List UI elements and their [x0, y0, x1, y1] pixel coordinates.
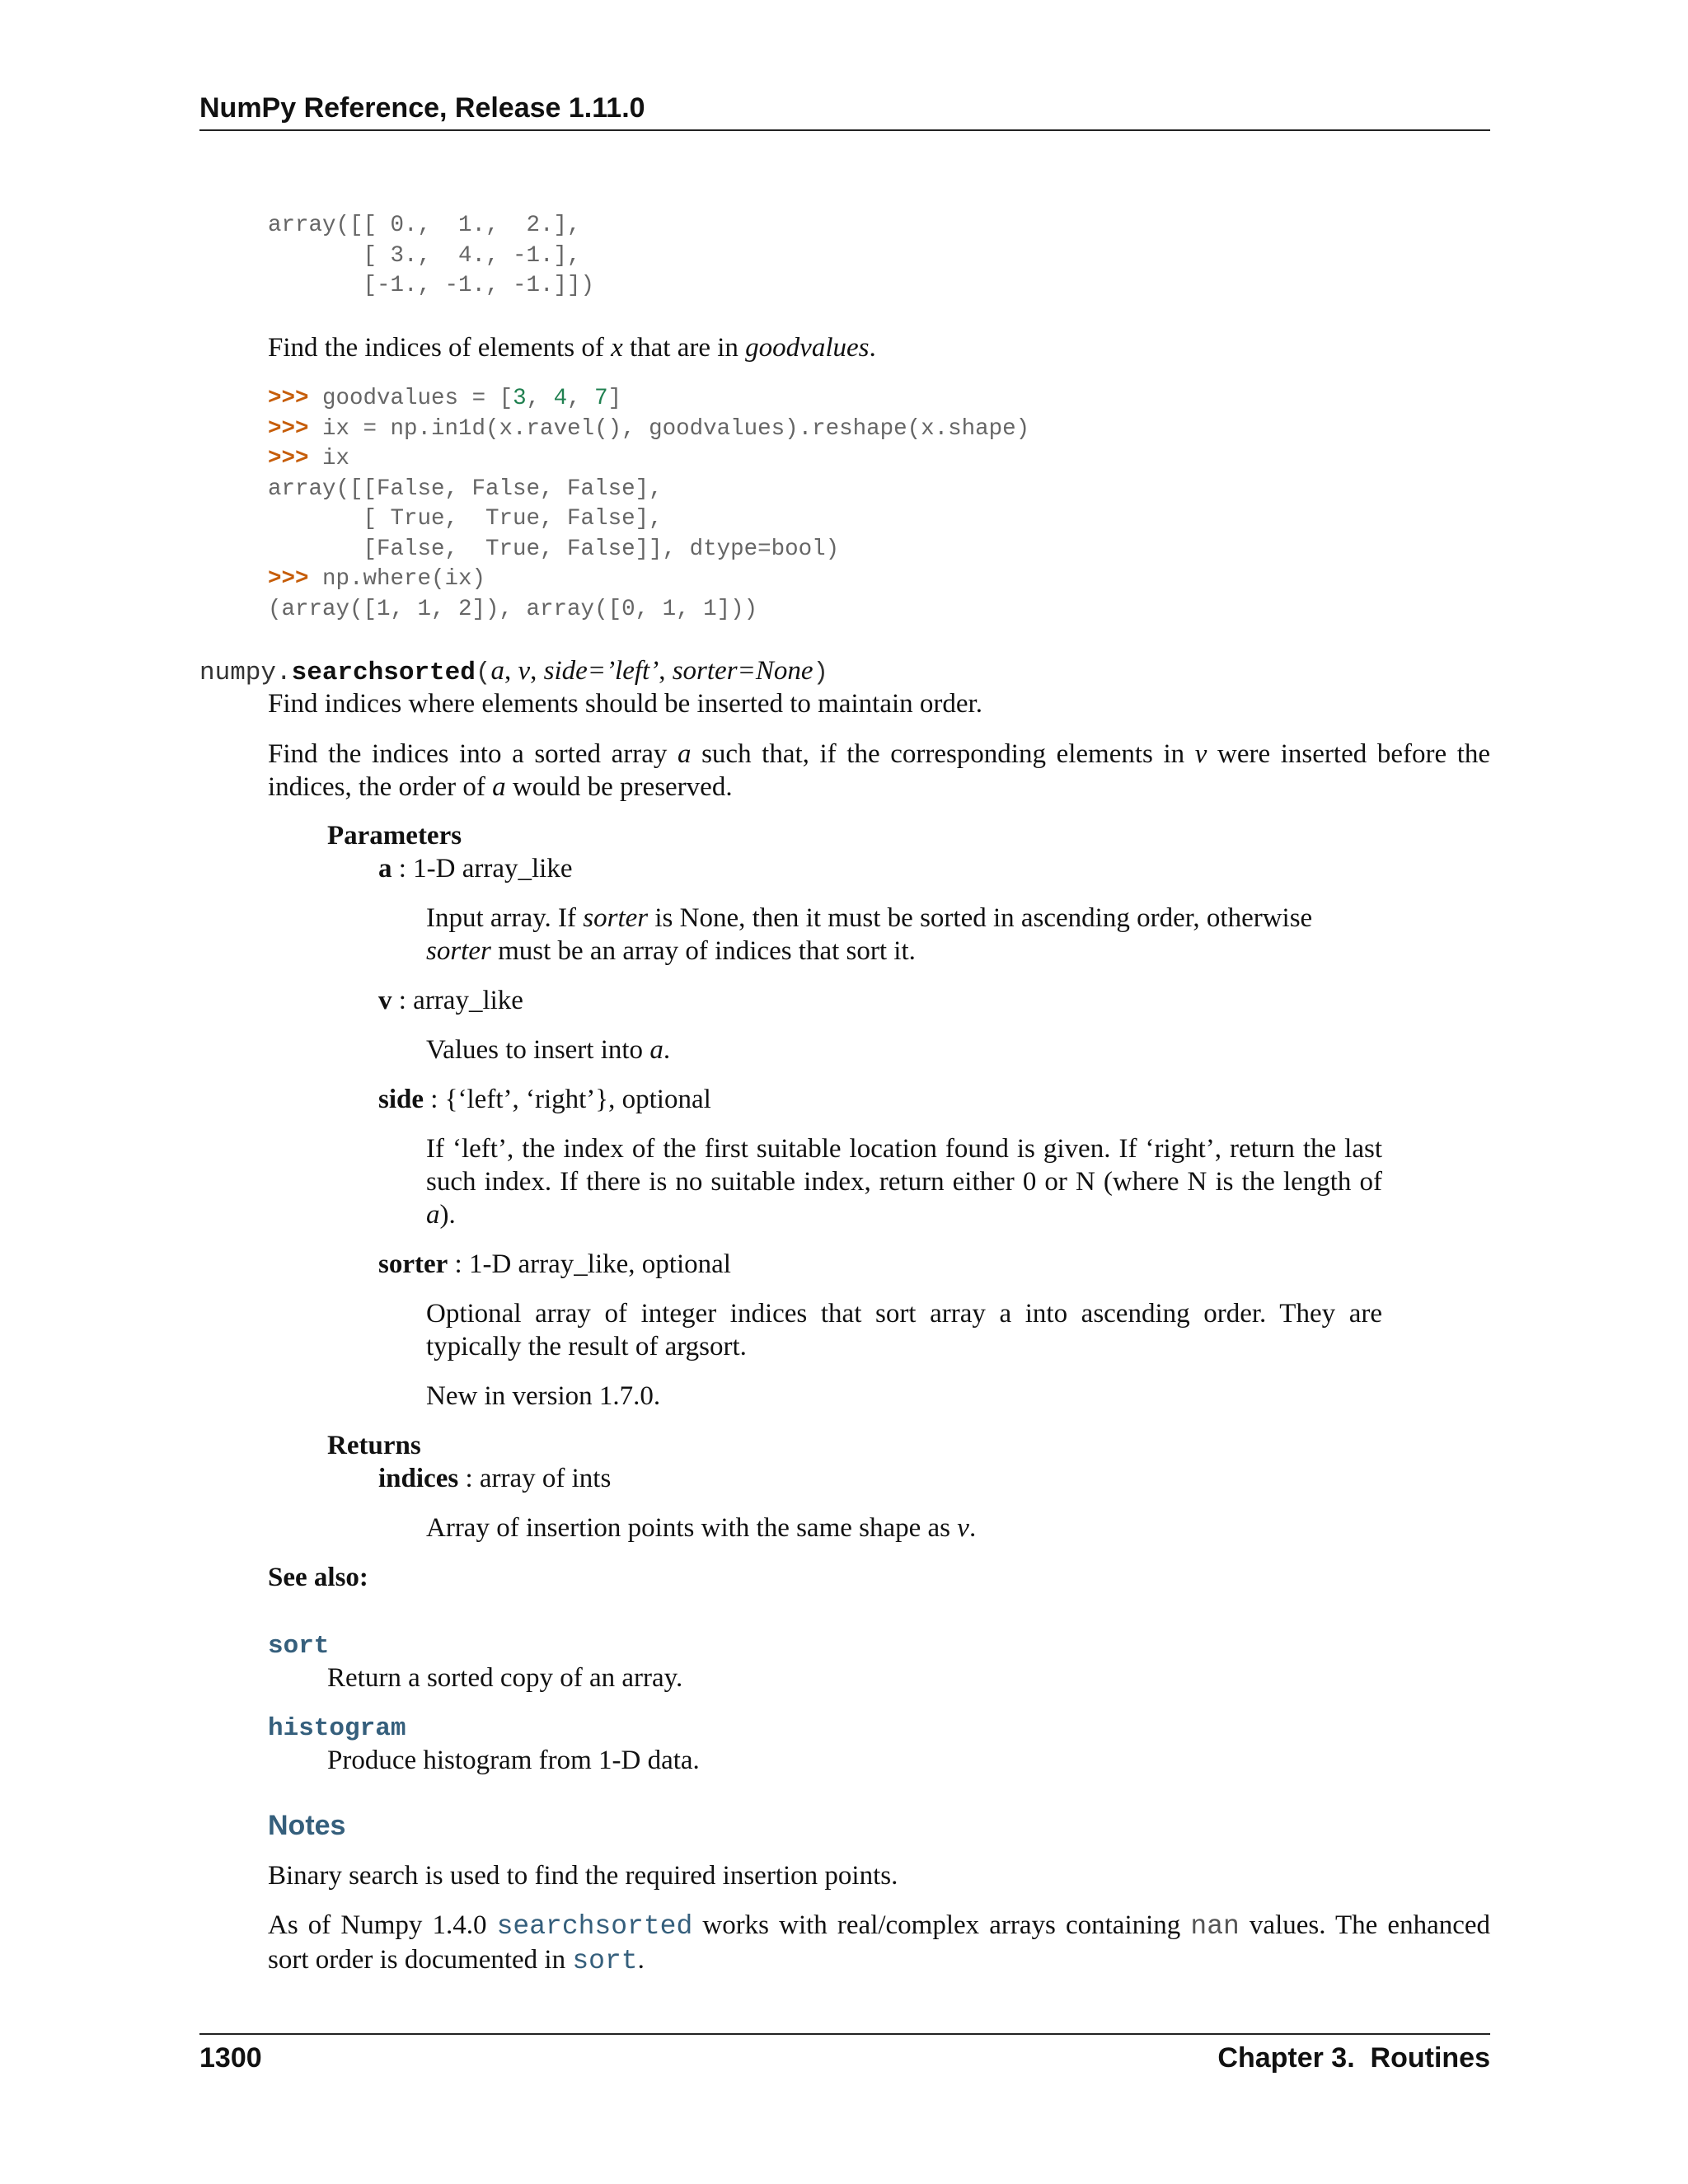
notes-paragraph: As of Numpy 1.4.0 searchsorted works with real/complex arrays containing nan values. The enhanced sort order is documented in sort. [268, 1910, 1491, 1976]
code-line: >>> ix [268, 446, 350, 471]
code-block-example [268, 384, 1029, 625]
param-side: side : {‘left’, ‘right’}, optional [378, 1085, 711, 1114]
function-summary: Find indices where elements should be inserted to maintain order. [268, 689, 982, 719]
return-indices: indices : array of ints [378, 1464, 612, 1493]
param-a-description: Input array. If sorter is None, then it must be sorted in ascending order, otherwise sorter must be an array of indices that sort it. [426, 903, 1313, 966]
inline-link-sort[interactable]: sort [572, 1946, 638, 1976]
see-also-heading: See also: [268, 1563, 368, 1592]
see-also-link-histogram[interactable]: histogram [268, 1714, 406, 1743]
param-a: a : 1-D array_like [378, 854, 573, 883]
code-line: [-1., -1., -1.]]) [268, 273, 595, 298]
code-line: >>> ix = np.in1d(x.ravel(), goodvalues).reshape(x.shape) [268, 415, 1030, 442]
param-v-description: Values to insert into a. [426, 1035, 671, 1065]
returns-heading: Returns [327, 1431, 421, 1460]
code-line: array([[False, False, False], [268, 476, 663, 502]
page-number: 1300 [199, 2042, 262, 2074]
parameters-heading: Parameters [327, 821, 462, 851]
param-sorter: sorter : 1-D array_like, optional [378, 1249, 731, 1279]
see-also-link-sort[interactable]: sort [268, 1632, 330, 1661]
param-sorter-description: Optional array of integer indices that sort array a into ascending order. They are typically the result of argsort. [426, 1299, 1382, 1361]
function-signature: numpy.searchsorted(a, v, side=’left’, sorter=None) [199, 656, 829, 687]
code-line: array([[ 0., 1., 2.], [268, 213, 581, 238]
notes-heading: Notes [268, 1810, 346, 1841]
code-line: [ True, True, False], [268, 506, 663, 532]
notes-paragraph: Binary search is used to find the required insertion points. [268, 1861, 898, 1891]
footer-rule [199, 2033, 1490, 2035]
param-v: v : array_like [378, 986, 523, 1015]
code-line: [False, True, False]], dtype=bool) [268, 536, 840, 562]
inline-link-searchsorted[interactable]: searchsorted [496, 1911, 693, 1942]
see-also-desc: Produce histogram from 1-D data. [327, 1746, 700, 1775]
code-block-output [268, 211, 594, 302]
param-side-description: If ‘left’, the index of the first suitable location found is given. If ‘right’, return the last such index. If there is no suitable index, return either 0 or N (where N is the length of a). [426, 1134, 1382, 1230]
code-line: >>> goodvalues = [3, 4, 7] [268, 386, 622, 411]
header-rule [199, 129, 1490, 131]
inline-code-nan: nan [1190, 1911, 1240, 1942]
chapter-title: Chapter 3. Routines [1217, 2042, 1490, 2074]
return-indices-description: Array of insertion points with the same shape as v. [426, 1513, 977, 1543]
see-also-desc: Return a sorted copy of an array. [327, 1663, 683, 1693]
intro-paragraph: Find the indices of elements of x that are in goodvalues. [268, 333, 876, 363]
code-line: >>> np.where(ix) [268, 566, 486, 592]
running-header: NumPy Reference, Release 1.11.0 [199, 92, 645, 124]
code-line: (array([1, 1, 2]), array([0, 1, 1])) [268, 596, 758, 622]
function-name: searchsorted [291, 658, 476, 687]
code-line: [ 3., 4., -1.], [268, 242, 581, 269]
function-description: Find the indices into a sorted array a such that, if the corresponding elements in v were inserted before the indices, the order of a would be preserved. [268, 739, 1491, 802]
param-sorter-versionadded: New in version 1.7.0. [426, 1381, 661, 1411]
